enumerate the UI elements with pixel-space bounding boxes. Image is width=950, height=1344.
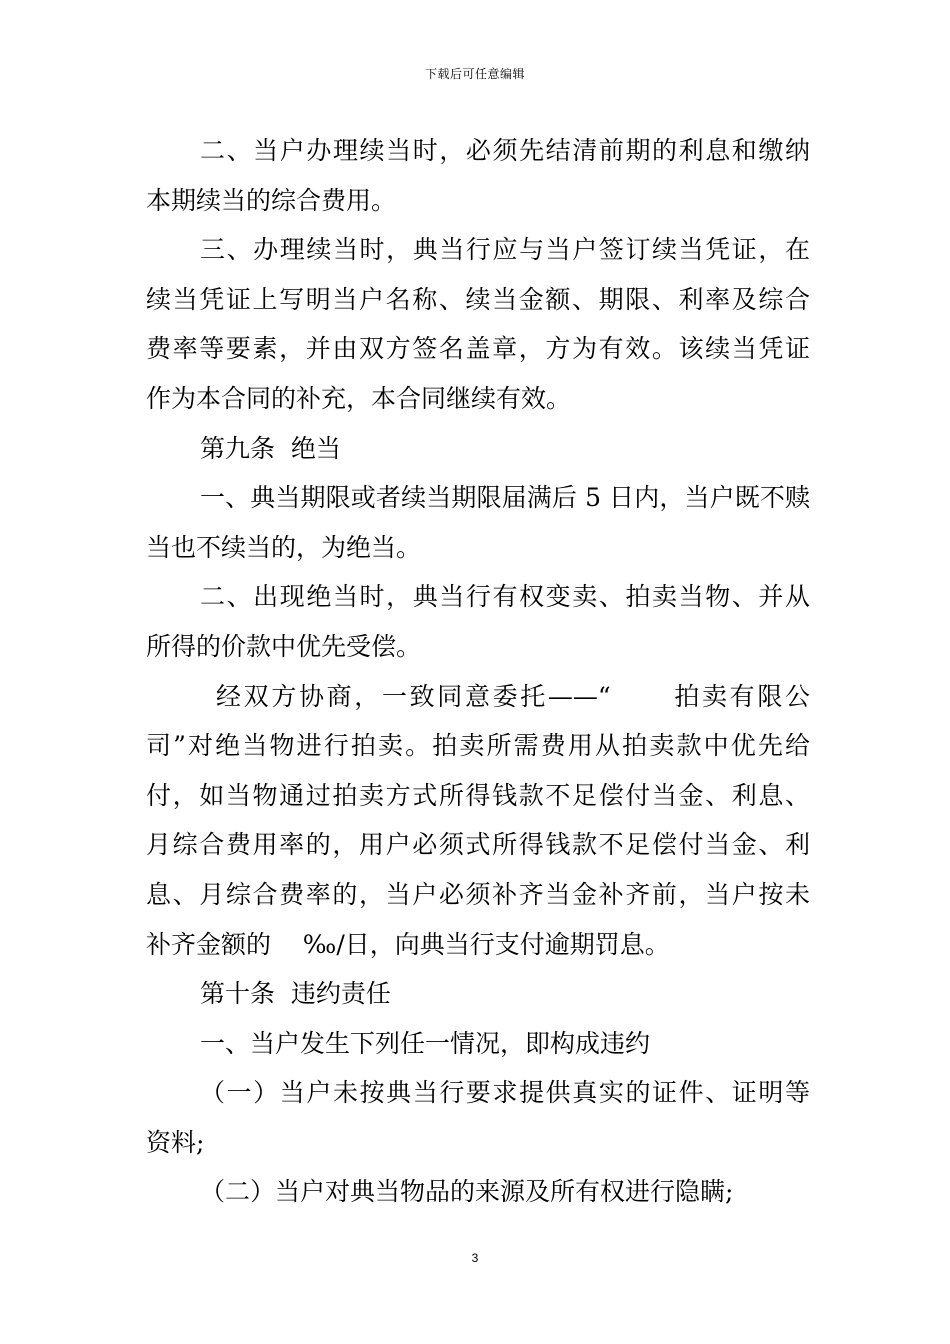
text-line: 本期续当的综合费用。	[146, 185, 397, 215]
text-line: 补齐金额的 ‰/日，向典当行支付逾期罚息。	[146, 929, 670, 959]
text-line: （一）当户未按典当行要求提供真实的证件、证明等	[200, 1078, 810, 1108]
page-number: 3	[471, 1251, 479, 1265]
text-line: 资料;	[146, 1127, 205, 1157]
text-line: 付，如当物通过拍卖方式所得钱款不足偿付当金、利息、	[146, 780, 810, 810]
text-line: 三、办理续当时，典当行应与当户签订续当凭证，在	[200, 235, 810, 265]
text-line: 当也不续当的，为绝当。	[146, 532, 422, 562]
text-line: 一、典当期限或者续当期限届满后 5 日内，当户既不赎	[200, 483, 810, 513]
text-line: 费率等要素，并由双方签名盖章，方为有效。该续当凭证	[146, 334, 810, 364]
text-line: 息、月综合费率的，当户必须补齐当金补齐前，当户按未	[146, 879, 810, 909]
text-line: 作为本合同的补充，本合同继续有效。	[146, 383, 572, 413]
article-heading: 第九条 绝当	[200, 433, 341, 463]
article-heading: 第十条 违约责任	[200, 979, 391, 1009]
text-line: 二、出现绝当时，典当行有权变卖、拍卖当物、并从	[200, 582, 810, 612]
text-line: 经双方协商，一致同意委托——“ 拍卖有限公	[216, 681, 810, 711]
text-line: 二、当户办理续当时，必须先结清前期的利息和缴纳	[200, 136, 810, 165]
text-line: 所得的价款中优先受偿。	[146, 631, 422, 661]
text-line: （二）当户对典当物品的来源及所有权进行隐瞒;	[200, 1177, 734, 1207]
text-line: 司”对绝当物进行拍卖。拍卖所需费用从拍卖款中优先给	[146, 731, 810, 761]
text-line: 月综合费用率的，用户必须式所得钱款不足偿付当金、利	[146, 830, 810, 860]
page-header: 下载后可任意编辑	[424, 67, 525, 81]
text-line: 续当凭证上写明当户名称、续当金额、期限、利率及综合	[146, 284, 810, 314]
text-line: 一、当户发生下列任一情况，即构成违约	[200, 1028, 651, 1058]
document-body	[146, 126, 810, 1217]
